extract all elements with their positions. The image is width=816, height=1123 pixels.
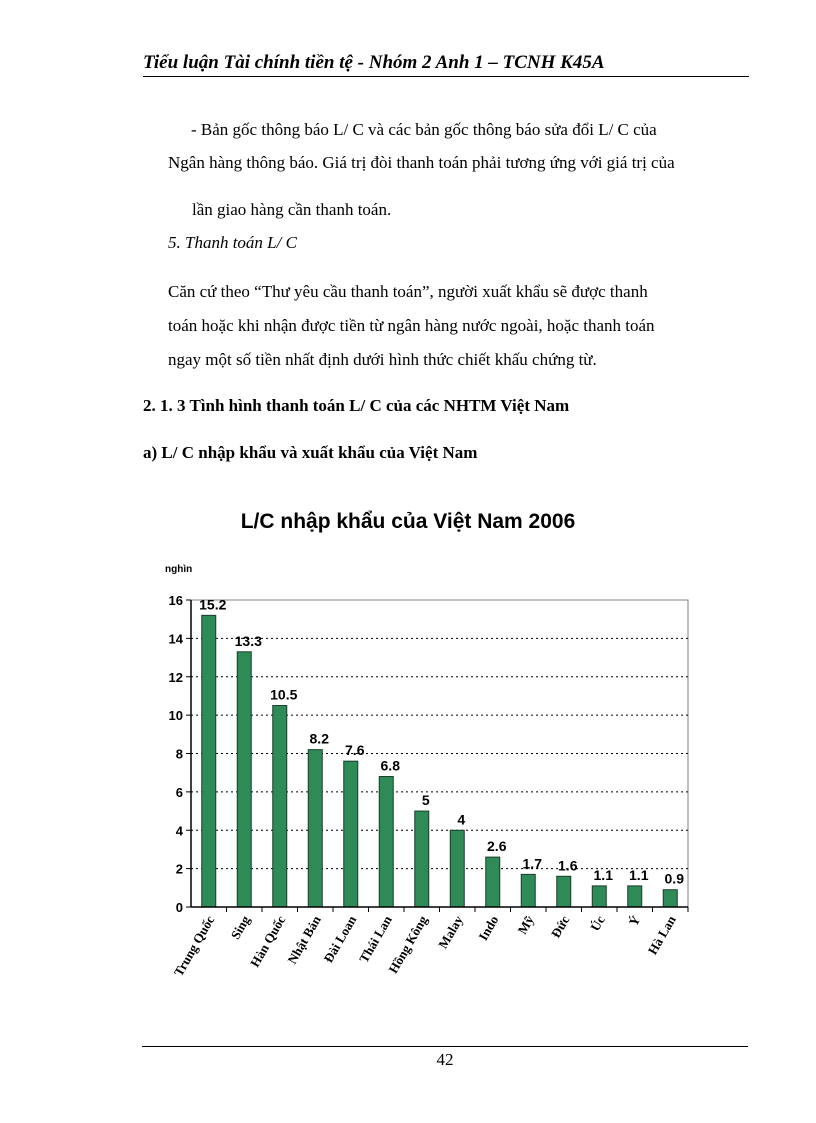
y-tick-label: 16: [168, 593, 183, 608]
x-tick-label: Hà Lan: [644, 913, 679, 958]
para1-line1: - Bản gốc thông báo L/ C và các bản gốc thông báo sửa đổi L/ C của: [191, 120, 657, 139]
x-tick-label: Sing: [227, 913, 253, 942]
bar: [592, 886, 606, 907]
y-tick-label: 10: [168, 708, 183, 724]
data-label: 7.6: [345, 742, 365, 759]
data-label: 8.2: [309, 730, 329, 747]
x-tick-label: Ý: [625, 913, 644, 929]
bar: [486, 857, 500, 907]
running-header: Tiểu luận Tài chính tiền tệ - Nhóm 2 Anh 1 – TCNH K45A: [143, 52, 605, 73]
data-label: 5: [421, 792, 430, 809]
bar: [273, 706, 287, 907]
data-label: 6.8: [380, 757, 400, 774]
heading-a: a) L/ C nhập khẩu và xuất khẩu của Việt Nam: [143, 443, 478, 462]
x-tick-label: Mỹ: [514, 913, 537, 937]
data-label: 1.7: [522, 855, 542, 872]
bar: [628, 886, 642, 907]
bar: [521, 874, 535, 907]
bar: [379, 777, 393, 907]
data-label: 13.3: [234, 632, 262, 649]
bar: [450, 830, 464, 907]
x-tick-label: Úc: [587, 913, 608, 934]
x-tick-label: Hồng Kông: [385, 913, 431, 976]
y-tick-label: 6: [175, 784, 183, 800]
x-tick-label: Malay: [435, 913, 466, 952]
footer-rule: [142, 1046, 748, 1047]
x-tick-label: Đức: [547, 913, 573, 941]
y-tick-label: 2: [175, 861, 183, 877]
x-tick-label: Thái Lan: [356, 913, 395, 966]
bar: [344, 761, 358, 907]
data-label: 2.6: [487, 838, 507, 855]
y-tick-label: 14: [168, 631, 183, 647]
para2-line3: ngay một số tiền nhất định dưới hình thức chiết khấu chứng từ.: [168, 350, 597, 369]
y-tick-label: 0: [175, 900, 183, 915]
data-label: 1.1: [593, 866, 613, 883]
y-tick-label: 12: [168, 669, 183, 685]
section-5-heading: 5. Thanh toán L/ C: [168, 233, 297, 252]
x-tick-label: Indo: [475, 913, 502, 944]
bar: [308, 750, 322, 907]
para2-line1: Căn cứ theo “Thư yêu cầu thanh toán”, người xuất khẩu sẽ được thanh: [168, 282, 648, 301]
bar: [202, 615, 216, 907]
y-tick-label: 8: [175, 746, 183, 762]
page-number: 42: [436, 1050, 454, 1069]
bar: [237, 652, 251, 907]
data-label: 0.9: [664, 870, 684, 887]
x-tick-label: Hàn Quốc: [246, 913, 289, 970]
data-label: 1.6: [558, 857, 578, 874]
para1-line3: lần giao hàng cần thanh toán.: [192, 200, 392, 219]
data-label: 15.2: [199, 596, 227, 613]
bar: [663, 890, 677, 907]
x-tick-label: Trung Quốc: [170, 913, 218, 979]
y-tick-label: 4: [175, 823, 183, 839]
plot-frame: [191, 600, 688, 907]
heading-2-1-3: 2. 1. 3 Tình hình thanh toán L/ C của các NHTM Việt Nam: [143, 396, 570, 415]
x-tick-label: Đài Loan: [320, 913, 360, 966]
data-label: 1.1: [629, 866, 649, 883]
para2-line2: toán hoặc khi nhận được tiền từ ngân hàng nước ngoài, hoặc thanh toán: [168, 316, 655, 335]
bar: [557, 876, 571, 907]
para1-line2: Ngân hàng thông báo. Giá trị đòi thanh toán phải tương ứng với giá trị của: [168, 153, 675, 172]
bar: [415, 811, 429, 907]
y-axis-label: nghìn: [165, 564, 193, 575]
x-tick-label: Nhật Bản: [284, 913, 324, 967]
data-label: 4: [457, 811, 466, 828]
chart-title: L/C nhập khẩu của Việt Nam 2006: [240, 510, 576, 533]
data-label: 10.5: [270, 686, 298, 703]
